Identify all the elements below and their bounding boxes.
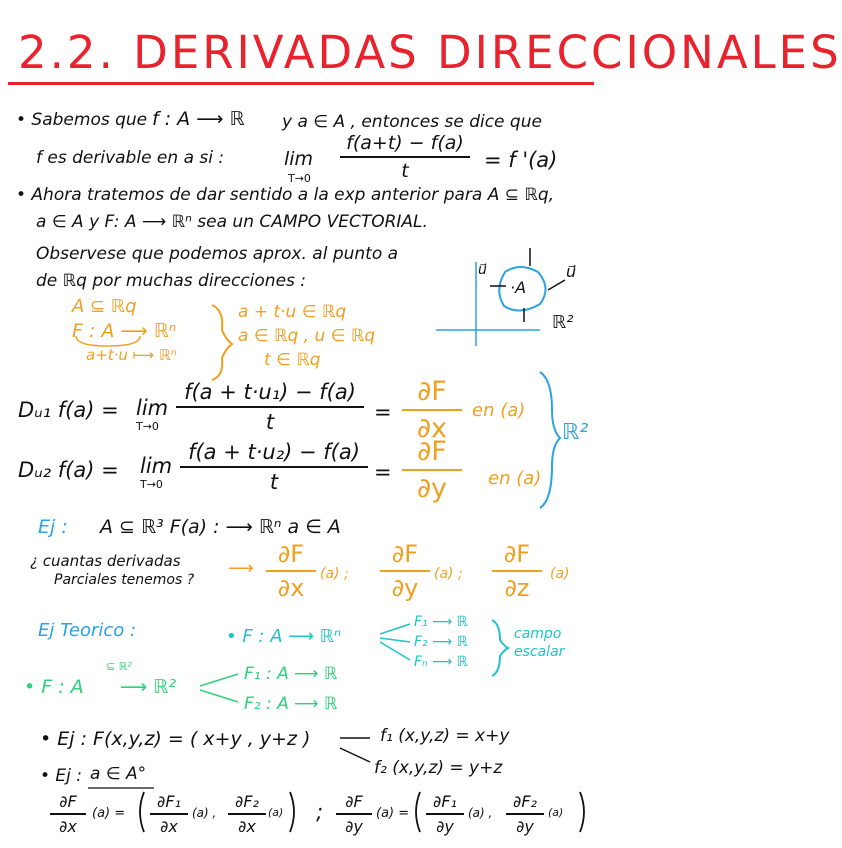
cuantas-p2-bar [380,570,430,572]
final-a2 [228,792,266,836]
final-la: (a) = [92,806,126,821]
cuantas-p2-den: ∂y [391,574,419,602]
final-a1n: ∂F₁ [157,792,181,811]
green-map: • F : A [24,676,84,698]
du2-pden: ∂y [417,473,447,504]
orange-l3: a+t·u ⟼ ℝⁿ [86,346,177,364]
diagram-a-label: ·A [510,278,527,297]
ej3-cond: a ∈ A° [90,764,147,784]
cuantas-p2 [380,540,430,602]
cuantas-q1: ¿ cuantas derivadas [30,552,181,570]
du2-fraction [180,440,368,494]
final-b1n: ∂F₁ [433,792,457,811]
cuantas-q2: Parciales tenemos ? [54,572,195,588]
final-a2n: ∂F₂ [235,792,259,811]
cuantas-p3-num: ∂F [503,540,531,568]
final-rhs-partial [336,792,372,836]
du1-eq: = [374,400,392,424]
du1-partial [402,376,462,444]
intro-line2-a: f es derivable en a si : [36,148,225,168]
green-g1: F₁ : A ⟶ ℝ [244,664,338,684]
orange-l1: A ⊆ ℝq [72,296,137,317]
intro-lim-sub: T→0 [288,172,311,185]
final-a1s: (a) , [192,806,217,820]
du2-bar [180,466,368,468]
intro-result: = f '(a) [484,148,558,172]
ej2-r1: f₁ (x,y,z) = x+y [380,726,510,746]
du2-en: en (a) [488,468,542,489]
intro-fraction-num: f(a+t) − f(a) [346,132,464,154]
du1-lhs: Dᵤ₁ f(a) = [18,398,119,422]
intro-lim: lim [284,148,314,170]
du1-bar [176,406,364,408]
final-rbar [336,813,372,815]
final-b2bar [506,813,544,815]
orange-r1: a + t·u ∈ ℝq [238,302,347,322]
cuantas-p1 [266,540,316,602]
teorico-f1: F₁ ⟶ ℝ [414,614,468,630]
final-rn: ∂F [345,792,363,811]
final-ln: ∂F [59,792,77,811]
green-sup: ⊆ ℝ² [106,660,132,673]
teorico-escalar: escalar [514,644,565,660]
du1-lim: lim [136,396,169,420]
final-b2s: (a) [548,806,564,819]
du1-pnum: ∂F [417,376,447,407]
final-ld: ∂x [59,817,77,836]
cuantas-p3-bar [492,570,542,572]
cuantas-p3-den: ∂z [504,574,530,602]
du1-num: f(a + t·u₁) − f(a) [184,380,356,404]
du2-lim: lim [140,454,173,478]
du2-lhs: Dᵤ₂ f(a) = [18,458,119,482]
du1-fraction [176,380,364,434]
cuantas-p1-num: ∂F [277,540,305,568]
ej1-body: A ⊆ ℝ³ F(a) : ⟶ ℝⁿ a ∈ A [100,516,341,538]
final-b2d: ∂y [516,817,534,836]
final-ra: (a) = [376,806,410,821]
diagram-w-label: u⃗ [566,262,577,281]
teorico-fn: Fₙ ⟶ ℝ [414,654,468,670]
du1-pbar [402,409,462,411]
page-title: 2.2. DERIVADAS DIRECCIONALES [18,26,842,79]
ej1-label: Ej : [38,516,68,538]
ahora-line4: de ℝq por muchas direcciones : [36,271,307,291]
final-a1 [150,792,188,836]
final-a2s: (a) [268,806,284,819]
du1-den: t [265,410,275,434]
du1-pden: ∂x [417,413,447,444]
intro-fraction-den: t [401,160,409,182]
cuantas-p2-suffix: (a) ; [434,566,463,582]
final-a2d: ∂x [238,817,256,836]
orange-r3: t ∈ ℝq [264,350,321,370]
du2-num: f(a + t·u₂) − f(a) [188,440,360,464]
orange-l2: F : A ⟶ ℝⁿ [72,320,177,342]
green-arrow-to: ⟶ ℝ² [120,676,176,698]
du2-partial [402,436,462,504]
orange-r2: a ∈ ℝq , u ∈ ℝq [238,326,376,346]
teorico-f2: F₂ ⟶ ℝ [414,634,468,650]
du2-pbar [402,469,462,471]
cuantas-p1-suffix: (a) ; [320,566,349,582]
final-lbar [50,813,86,815]
cuantas-p2-num: ∂F [391,540,419,568]
final-b2 [506,792,544,836]
r2-brace-label: ℝ² [562,420,589,445]
final-b2n: ∂F₂ [513,792,537,811]
final-b1 [426,792,464,836]
cuantas-arrow: ⟶ [228,558,254,579]
final-a1d: ∂x [160,817,178,836]
du2-den: t [269,470,279,494]
teorico-label: Ej Teorico : [38,620,137,641]
final-b1bar [426,813,464,815]
diagram-u-label: u⃗ [478,262,487,278]
final-b1s: (a) , [468,806,493,820]
final-a2bar [228,813,266,815]
final-lhs-partial [50,792,86,836]
final-rd: ∂y [345,817,363,836]
cuantas-p1-den: ∂x [277,574,305,602]
green-g2: F₂ : A ⟶ ℝ [244,694,338,714]
diagram-r2-label: ℝ² [552,312,574,333]
final-b1d: ∂y [436,817,454,836]
du2-pnum: ∂F [417,436,447,467]
intro-line1-a: • Sabemos que [16,110,148,130]
teorico-map: • F : A ⟶ ℝⁿ [226,626,342,647]
cuantas-p3-suffix: (a) [550,566,570,582]
final-a1bar [150,813,188,815]
ahora-line3: Observese que podemos aprox. al punto a [36,244,399,264]
ej2-r2: f₂ (x,y,z) = y+z [374,758,503,778]
ahora-line2: a ∈ A y F: A ⟶ ℝⁿ sea un CAMPO VECTORIAL. [36,212,428,232]
final-sep: ; [316,800,324,824]
teorico-campo: campo [514,626,562,642]
cuantas-p3 [492,540,542,602]
ej3-label: • Ej : [40,766,83,786]
du2-eq: = [374,460,392,484]
du1-lim-sub: T→0 [136,420,159,433]
intro-line1-c: y a ∈ A , entonces se dice que [282,112,542,132]
cuantas-p1-bar [266,570,316,572]
du2-lim-sub: T→0 [140,478,163,491]
ahora-line1: • Ahora tratemos de dar sentido a la exp anterior para A ⊆ ℝq, [16,185,555,205]
du1-en: en (a) [472,400,526,421]
intro-line1-b: f : A ⟶ ℝ [152,108,245,130]
ej2-lhs: • Ej : F(x,y,z) = ( x+y , y+z ) [40,728,311,750]
